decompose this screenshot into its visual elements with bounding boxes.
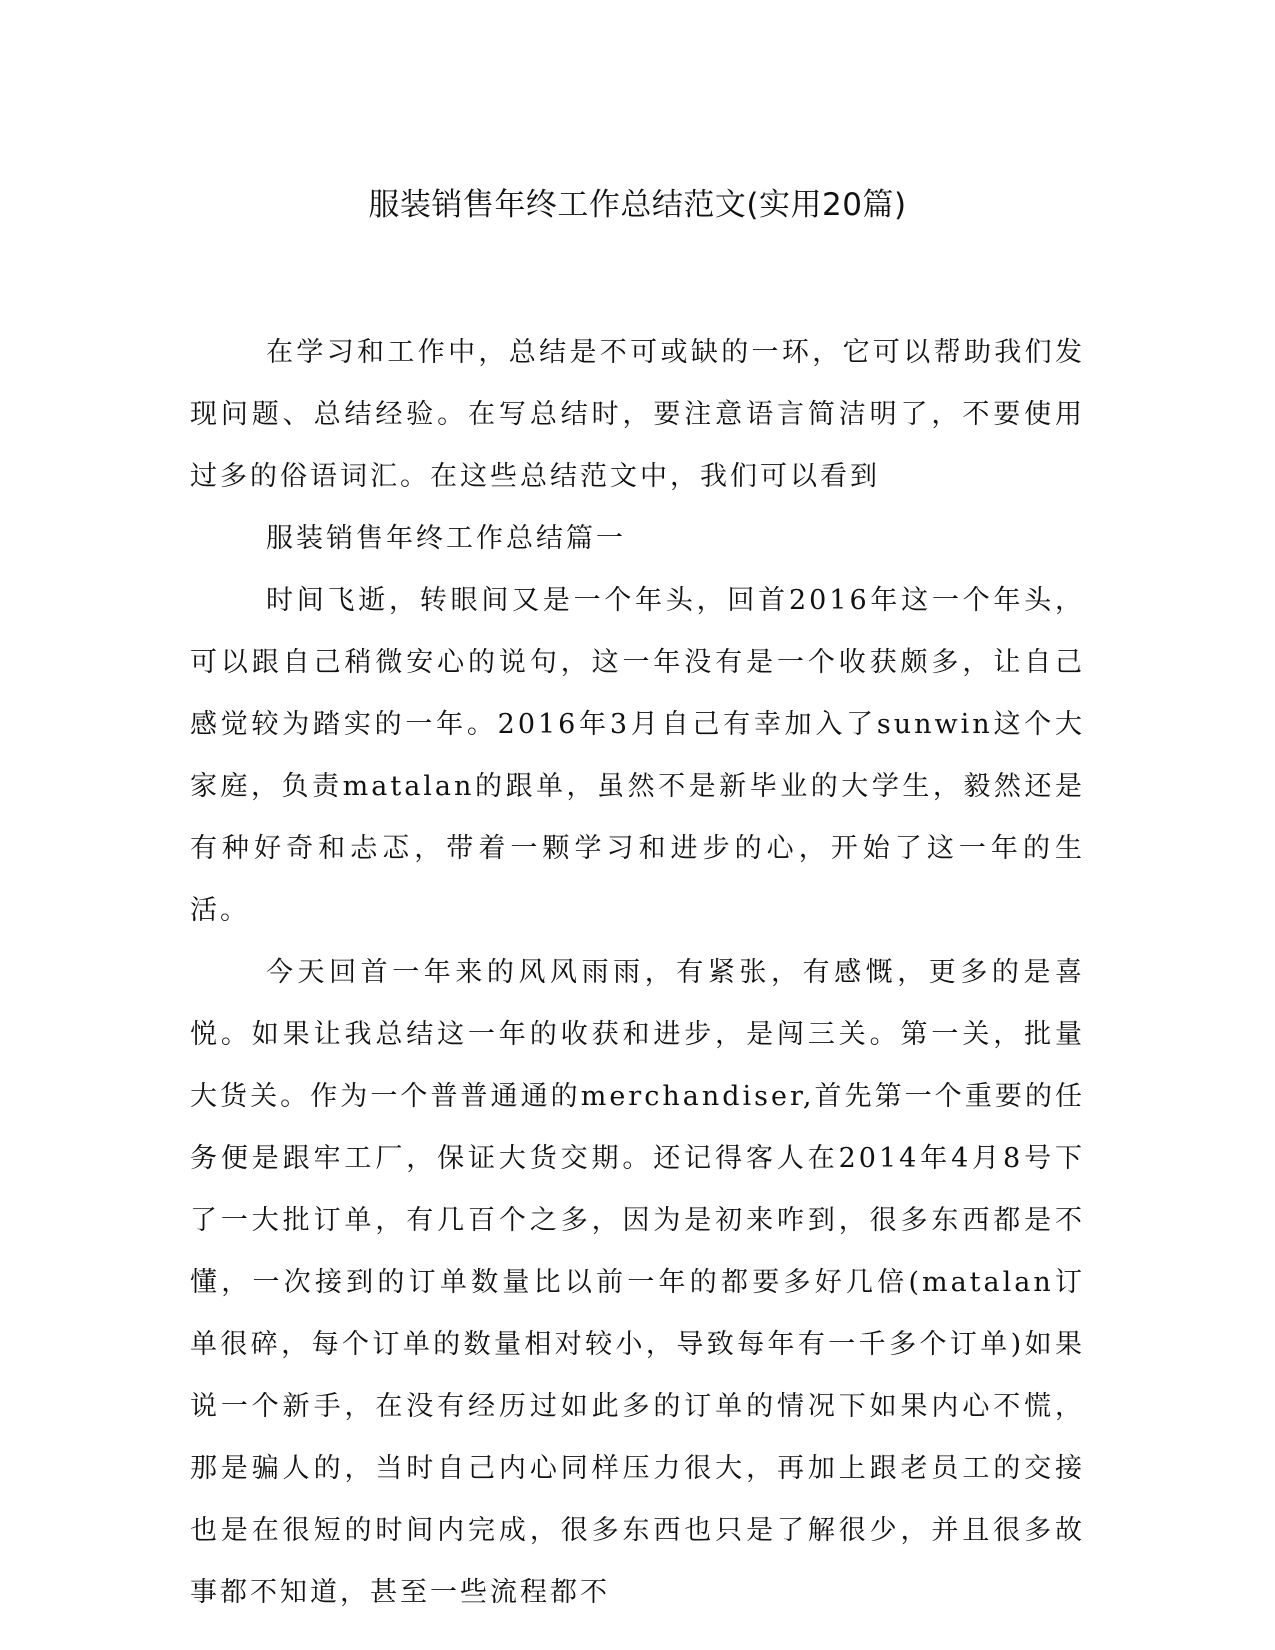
paragraph-three-passes: 今天回首一年来的风风雨雨，有紧张，有感慨，更多的是喜悦。如果让我总结这一年的收获和进步，是闯三关。第一关，批量大货关。作为一个普普通通的merchandiser,首先第一个重要的任务便是跟牢工厂，保证大货交期。还记得客人在2014年4月8号下了一大批订单，有几百个之多，因为是初来咋到，很多东西都是不懂，一次接到的订单数量比以前一年的都要多好几倍(matalan订单很碎，每个订单的数量相对较小，导致每年有一千多个订单)如果说一个新手，在没有经历过如此多的订单的情况下如果内心不慌，那是骗人的，当时自己内心同样压力很大，再加上跟老员工的交接也是在很短的时间内完成，很多东西也只是了解很少，并且很多故事都不知道，甚至一些流程都不: [190, 957, 1085, 1608]
paragraph-year-review: 时间飞逝，转眼间又是一个年头，回首2016年这一个年头，可以跟自己稍微安心的说句，这一年没有是一个收获颇多，让自己感觉较为踏实的一年。2016年3月自己有幸加入了sunwin这个大家庭，负责matalan的跟单，虽然不是新毕业的大学生，毅然还是有种好奇和忐忑，带着一颗学习和进步的心，开始了这一年的生活。: [190, 585, 1085, 926]
document-body: [190, 322, 1085, 1624]
paragraph-intro: 在学习和工作中，总结是不可或缺的一环，它可以帮助我们发现问题、总结经验。在写总结时，要注意语言简洁明了，不要使用过多的俗语词汇。在这些总结范文中，我们可以看到: [190, 337, 1085, 492]
document-title: 服装销售年终工作总结范文(实用20篇): [368, 187, 907, 223]
section-heading: 服装销售年终工作总结篇一: [266, 523, 626, 554]
